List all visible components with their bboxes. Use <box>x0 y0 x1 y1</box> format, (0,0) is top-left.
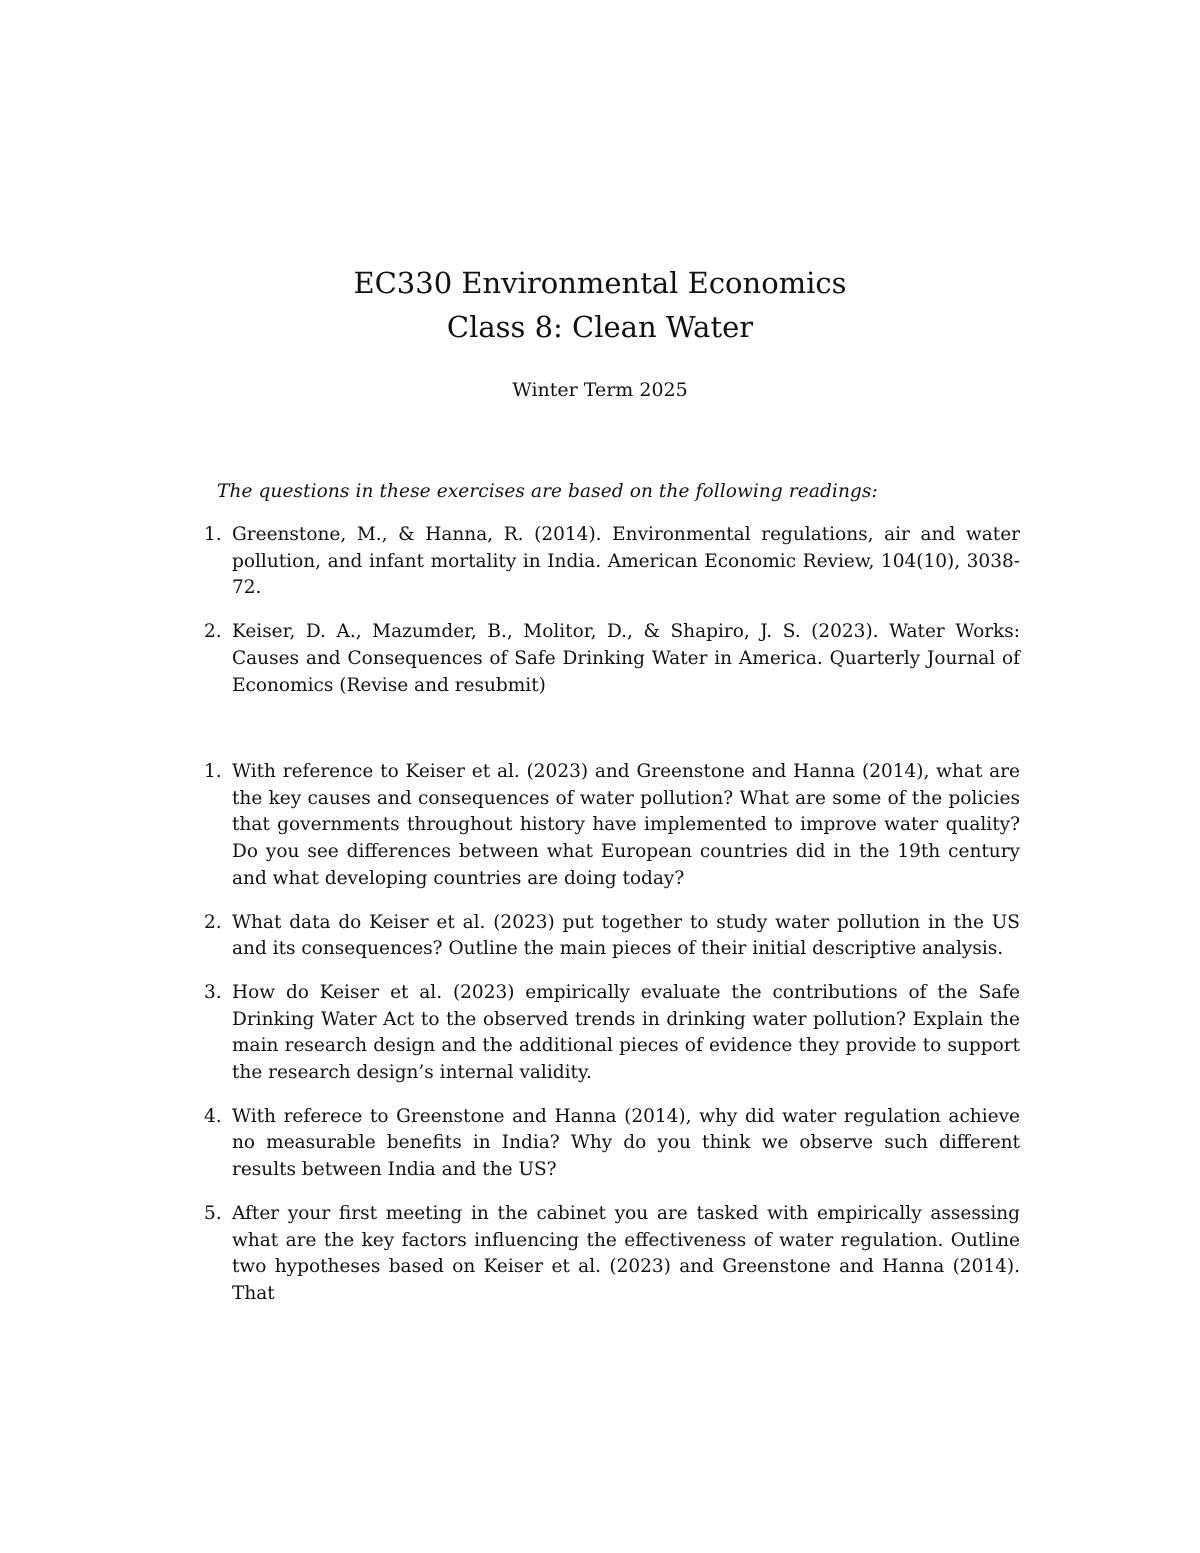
question-number: 1. <box>204 761 222 782</box>
question-number: 4. <box>204 1105 222 1127</box>
question-number: 5. <box>204 1202 222 1224</box>
question-text: How do Keiser et al. (2023) empirically evaluate the contributions of the Safe Drinking Water Act to the observed trends in drinking water pollution? Explain the main research design and the additional pieces of evidence they provide to support the research design’s internal validity. <box>232 981 1020 1084</box>
reading-number: 2. <box>204 621 222 643</box>
reading-citation: Greenstone, M., & Hanna, R. (2014). Environmental regulations, air and water pollution, and infant mortality in India. American Economic Review, 104(10), 3038-72. <box>232 524 1020 599</box>
questions-list <box>180 759 1020 1308</box>
term-label: Winter Term 2025 <box>512 379 688 401</box>
question-text: With reference to Keiser et al. (2023) and Greenstone and Hanna (2014), what are the key causes and consequences of water pollution? What are some of the policies that governments throughout history have implemented to improve water quality? Do you see differences between what European countries did in the 19th century and what developing countries are doing today? <box>232 761 1020 889</box>
question-item <box>180 1201 1020 1308</box>
question-item <box>180 910 1020 963</box>
reading-item <box>180 522 1020 602</box>
question-item <box>180 759 1020 893</box>
reading-number: 1. <box>204 524 222 545</box>
question-text: After your first meeting in the cabinet you are tasked with empirically assessing what are the key factors influencing the effectiveness of water regulation. Outline two hypotheses based on Keiser et al. (2023) and Greenstone and Hanna (2014). That <box>232 1202 1020 1304</box>
readings-intro: The questions in these exercises are based on the following readings: <box>217 481 878 502</box>
reading-citation: Keiser, D. A., Mazumder, B., Molitor, D., & Shapiro, J. S. (2023). Water Works: Causes and Consequences of Safe Drinking Water in America. Quarterly Journal of Economics (Revise and resubmit) <box>232 621 1020 696</box>
question-number: 2. <box>204 911 222 933</box>
question-item <box>180 980 1020 1087</box>
question-text: What data do Keiser et al. (2023) put together to study water pollution in the US and its consequences? Outline the main pieces of their initial descriptive analysis. <box>232 911 1020 960</box>
question-number: 3. <box>204 981 222 1003</box>
question-item <box>180 1104 1020 1184</box>
course-title: EC330 Environmental Economics <box>353 266 847 300</box>
readings-list <box>180 522 1020 716</box>
question-text: With referece to Greenstone and Hanna (2014), why did water regulation achieve no measurable benefits in India? Why do you think we observe such different results between India and the US? <box>232 1105 1020 1181</box>
reading-item <box>180 619 1020 699</box>
class-title: Class 8: Clean Water <box>446 310 754 344</box>
